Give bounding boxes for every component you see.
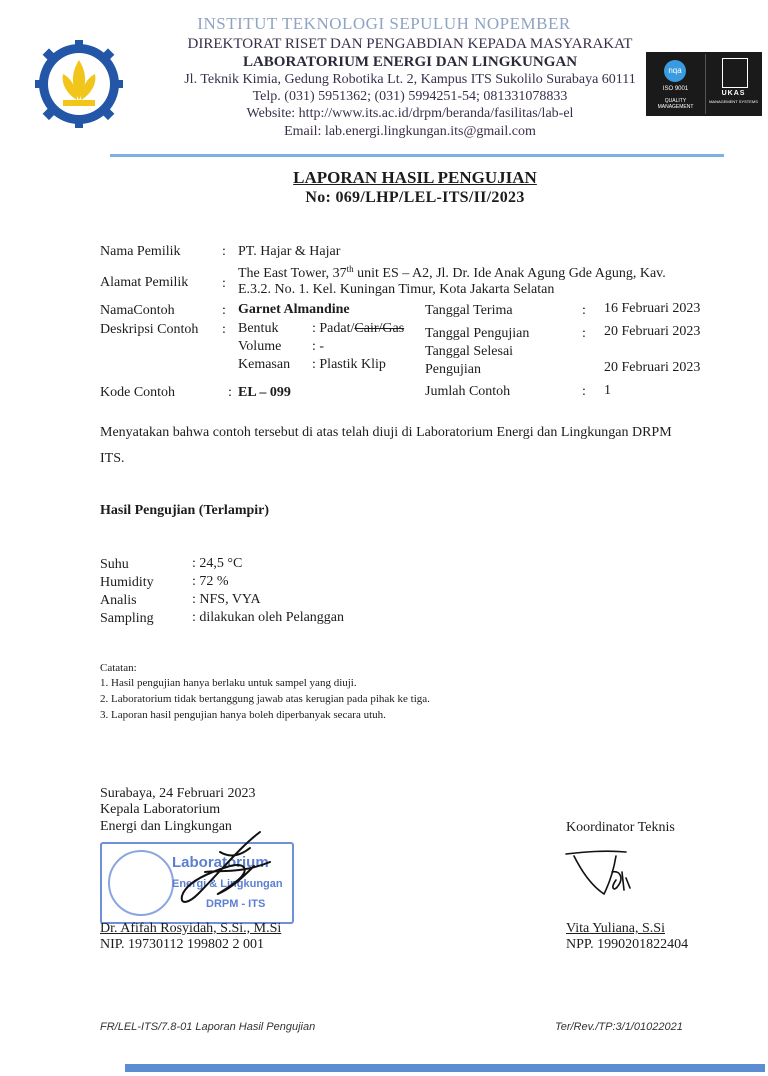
results-heading: Hasil Pengujian (Terlampir) xyxy=(100,503,270,518)
its-logo xyxy=(33,38,125,130)
ukas-label: UKAS xyxy=(721,90,746,97)
description-label: Deskripsi Contoh xyxy=(100,322,199,337)
sampling-value: : dilakukan oleh Pelanggan xyxy=(192,610,345,625)
owner-value: PT. Hajar & Hajar xyxy=(238,244,341,259)
stamp-line-3: DRPM - ITS xyxy=(206,898,266,910)
report-number: No: 069/LHP/LEL-ITS/II/2023 xyxy=(305,189,525,206)
coordinator-signature xyxy=(564,842,654,902)
note-item: 3. Laporan hasil pengujian hanya boleh diperbanyak secara utuh. xyxy=(100,709,386,721)
owner-colon: : xyxy=(222,244,226,259)
footer-revision: Ter/Rev./TP:3/1/01022021 xyxy=(555,1021,683,1033)
temperature-value: : 24,5 °C xyxy=(192,556,243,571)
finish-label-1: Tanggal Selesai xyxy=(425,344,514,359)
address-line-1: The East Tower, 37th unit ES – A2, Jl. Dr. Ide Anak Agung Gde Agung, Kav. xyxy=(238,264,666,281)
lab-name: LABORATORIUM ENERGI DAN LINGKUNGAN xyxy=(242,54,578,70)
statement-line-2: ITS. xyxy=(100,451,125,466)
stamp-line-2: Energi & Lingkungan xyxy=(172,878,283,890)
head-nip: NIP. 19730112 199802 2 001 xyxy=(100,937,264,952)
form-value: : Padat/Cair/Gas xyxy=(312,321,405,336)
head-title-1: Kepala Laboratorium xyxy=(100,802,221,817)
report-title: LAPORAN HASIL PENGUJIAN xyxy=(293,168,537,187)
notes-heading: Catatan: xyxy=(100,662,137,674)
address-colon: : xyxy=(222,276,226,291)
received-label: Tanggal Terima xyxy=(425,303,513,318)
packaging-label: Kemasan xyxy=(238,357,291,372)
coordinator-npp: NPP. 1990201822404 xyxy=(566,937,689,952)
test-date-colon: : xyxy=(582,326,586,341)
lab-website: Website: http://www.its.ac.id/drpm/beranda/fasilitas/lab-el xyxy=(246,106,574,121)
iso-label: ISO 9001 xyxy=(662,86,689,92)
lab-email: Email: lab.energi.lingkungan.its@gmail.com xyxy=(284,124,536,139)
head-title-2: Energi dan Lingkungan xyxy=(100,819,232,834)
analyst-value: : NFS, VYA xyxy=(192,592,261,607)
place-date: Surabaya, 24 Februari 2023 xyxy=(100,786,256,801)
quality-management-label: QUALITY MANAGEMENT xyxy=(657,98,694,110)
note-item: 1. Hasil pengujian hanya berlaku untuk sampel yang diuji. xyxy=(100,677,357,689)
sampling-label: Sampling xyxy=(100,611,154,626)
coordinator-title: Koordinator Teknis xyxy=(566,820,675,835)
lab-address: Jl. Teknik Kimia, Gedung Robotika Lt. 2, Kampus ITS Sukolilo Surabaya 60111 xyxy=(184,72,636,87)
lab-phone: Telp. (031) 5951362; (031) 5994251-54; 081331078833 xyxy=(252,89,568,104)
humidity-label: Humidity xyxy=(100,575,154,590)
code-colon: : xyxy=(228,385,232,400)
coordinator-name: Vita Yuliana, S.Si xyxy=(566,921,665,936)
directorate-name: DIREKTORAT RISET DAN PENGABDIAN KEPADA MASYARAKAT xyxy=(187,36,633,52)
address-line-2: E.3.2. No. 1. Kel. Kuningan Timur, Kota Jakarta Selatan xyxy=(238,282,555,297)
nqa-logo: nqa xyxy=(664,60,686,82)
count-colon: : xyxy=(582,384,586,399)
packaging-value: : Plastik Klip xyxy=(312,357,386,372)
code-value: EL – 099 xyxy=(238,385,291,400)
code-label: Kode Contoh xyxy=(100,385,176,400)
footer-bar xyxy=(125,1064,765,1072)
count-value: 1 xyxy=(604,383,611,398)
footer-form-code: FR/LEL-ITS/7.8-01 Laporan Hasil Pengujian xyxy=(100,1021,316,1033)
certification-badges xyxy=(646,52,762,116)
crown-check-icon xyxy=(722,58,748,88)
sample-name-label: NamaContoh xyxy=(100,303,175,318)
humidity-value: : 72 % xyxy=(192,574,229,589)
address-label: Alamat Pemilik xyxy=(100,275,189,290)
ukas-sublabel: MANAGEMENT SYSTEMS xyxy=(709,99,758,104)
owner-label: Nama Pemilik xyxy=(100,244,181,259)
head-name: Dr. Afifah Rosyidah, S.Si., M.Si xyxy=(100,921,282,936)
form-label: Bentuk xyxy=(238,321,279,336)
finish-value: 20 Februari 2023 xyxy=(604,360,701,375)
note-item: 2. Laboratorium tidak bertanggung jawab atas kerugian pada pihak ke tiga. xyxy=(100,693,430,705)
received-value: 16 Februari 2023 xyxy=(604,301,701,316)
test-date-label: Tanggal Pengujian xyxy=(425,326,530,341)
header-divider xyxy=(110,154,724,157)
sample-name-colon: : xyxy=(222,303,226,318)
head-signature xyxy=(150,822,300,922)
stamp-line-1: Laboratorium xyxy=(172,854,269,871)
volume-label: Volume xyxy=(238,339,282,354)
analyst-label: Analis xyxy=(100,593,137,608)
test-date-value: 20 Februari 2023 xyxy=(604,324,701,339)
sample-name-value: Garnet Almandine xyxy=(238,302,350,317)
volume-value: : - xyxy=(312,339,325,354)
ukas-badge xyxy=(705,54,761,114)
count-label: Jumlah Contoh xyxy=(425,384,511,399)
statement-line-1: Menyatakan bahwa contoh tersebut di atas telah diuji di Laboratorium Energi dan Lingkungan DRPM xyxy=(100,425,672,440)
received-colon: : xyxy=(582,303,586,318)
iso-badge xyxy=(648,54,703,114)
temperature-label: Suhu xyxy=(100,557,129,572)
institute-name: INSTITUT TEKNOLOGI SEPULUH NOPEMBER xyxy=(197,14,571,33)
description-colon: : xyxy=(222,322,226,337)
finish-label-2: Pengujian xyxy=(425,362,481,377)
